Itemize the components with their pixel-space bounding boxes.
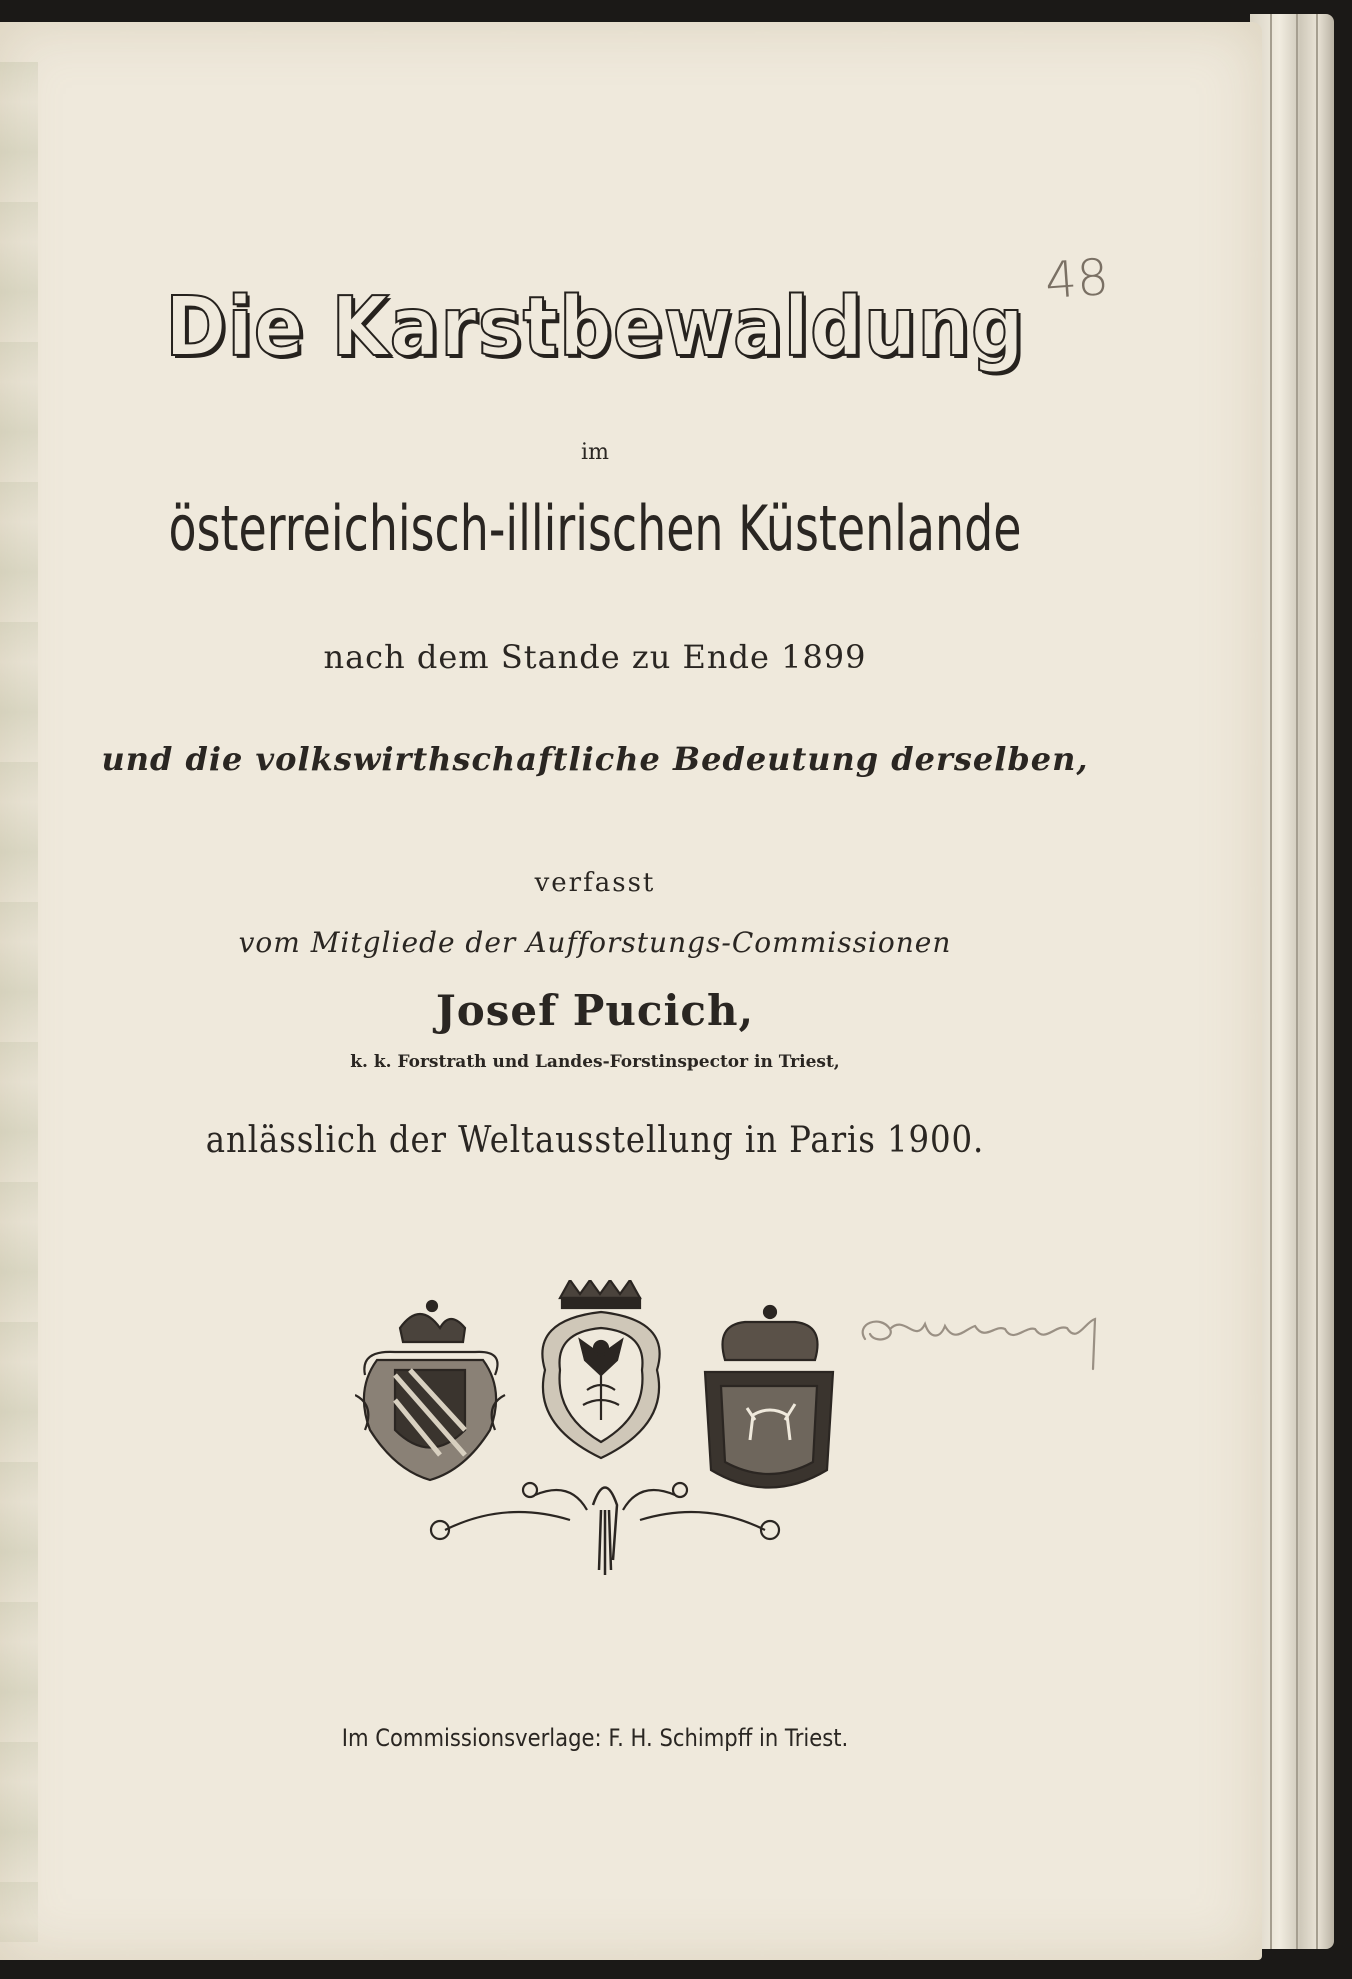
preposition-line: im [581, 440, 609, 465]
page-edge-line [1270, 14, 1272, 1949]
economic-significance-line: und die volkswirthschaftliche Bedeutung derselben, [101, 740, 1089, 778]
right-crest-icon [705, 1306, 833, 1488]
author-rank: k. k. Forstrath und Landes-Forstinspector in Triest, [350, 1052, 840, 1072]
page-stack-edge [1250, 14, 1334, 1949]
title-page [0, 22, 1262, 1960]
author-name: Josef Pucich, [435, 986, 755, 1035]
coat-of-arms-crests-icon [355, 1280, 855, 1580]
authored-label: verfasst [534, 868, 656, 898]
left-crest-icon [355, 1301, 505, 1480]
scroll-ornament-icon [431, 1483, 779, 1575]
page-edge-line [1316, 14, 1318, 1949]
document-title: Die Karstbewaldung [165, 280, 1025, 375]
member-line: vom Mitgliede der Aufforstungs-Commissionen [238, 926, 952, 959]
handwritten-signature-icon [845, 1284, 1135, 1374]
page-edge-line [1296, 14, 1298, 1949]
region-line: österreichisch-illirischen Küstenlande [168, 492, 1022, 565]
publisher-line: Im Commissionsverlage: F. H. Schimpff in Triest. [341, 1724, 849, 1752]
center-crest-icon [542, 1280, 659, 1458]
pencil-shelfmark: 48 [1043, 247, 1111, 311]
status-line: nach dem Stande zu Ende 1899 [323, 638, 867, 676]
occasion-line: anlässlich der Weltausstellung in Paris 1900. [205, 1120, 985, 1161]
